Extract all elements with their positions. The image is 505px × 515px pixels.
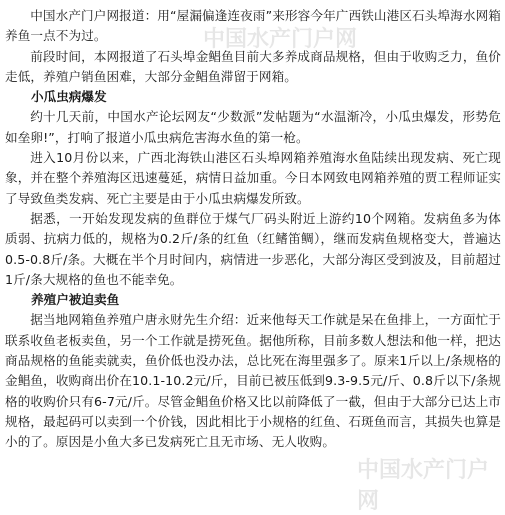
- section-heading-selling: 养殖户被迫卖鱼: [31, 292, 120, 308]
- paragraph-details: 据悉，一开始发现发病的鱼群位于煤气厂码头附近上游约10个网箱。发病鱼多为体质弱、抗病力低的，规格为0.2斤/条的红鱼（红鳍笛鲷），继而发病鱼规格变大，普遍达0.5-0.8斤/条。大概在半个月时间内，病情进一步恶化，大部分海区受到波及，目前超过1斤/条大规格的鱼也不能幸免。: [5, 210, 501, 287]
- paragraph-forum-post: 约十几天前，中国水产论坛网友“少数派”发帖题为“水温渐冷，小瓜虫爆发，形势危如垒卵!”，打响了报道小瓜虫病危害海水鱼的第一枪。: [5, 109, 501, 145]
- watermark-bottom: 中国水产门户网: [357, 458, 490, 514]
- section-heading-disease: 小瓜虫病爆发: [31, 89, 107, 105]
- paragraph-intro: 中国水产门户网报道：用“屋漏偏逢连夜雨”来形容今年广西铁山港区石头埠海水网箱养鱼一点不为过。: [5, 8, 501, 44]
- paragraph-outbreak: 进入10月份以来，广西北海铁山港区石头埠网箱养殖海水鱼陆续出现发病、死亡现象，并在整个养殖海区迅速蔓延，病情日益加重。今日本网致电网箱养殖的贾工程师证实了导致鱼类发病、死亡主要是由于小瓜虫病爆发所致。: [5, 150, 501, 206]
- article-body: [5, 6, 501, 453]
- paragraph-previous-report: 前段时间，本网报道了石头埠金鲳鱼目前大多养成商品规格，但由于收购乏力，鱼价走低，养殖户销鱼困难，大部分金鲳鱼滞留于网箱。: [5, 48, 501, 84]
- paragraph-farmer-account: 据当地网箱鱼养殖户唐永财先生介绍：近来他每天工作就是呆在鱼排上，一方面忙于联系收鱼老板卖鱼，另一个工作就是捞死鱼。据他所称，目前多数人想法和他一样，把达商品规格的鱼能卖就卖，鱼价低也没办法，总比死在海里强多了。原来1斤以上/条规格的金鲳鱼，收购商出价在10.1-10.2元/斤，目前已被压低到9.3-9.5元/斤、0.8斤以下/条规格的收购价只有6-7元/斤。尽管金鲳鱼价格又比以前降低了一截，但由于大部分已达上市规格，最起码可以卖到一个价钱，因此相比于小规格的红鱼、石斑鱼而言，其损失也算是小的了。原因是小鱼大多已发病死亡且无市场、无人收购。: [5, 312, 501, 450]
- watermark-top: 中国水产门户网: [203, 27, 358, 52]
